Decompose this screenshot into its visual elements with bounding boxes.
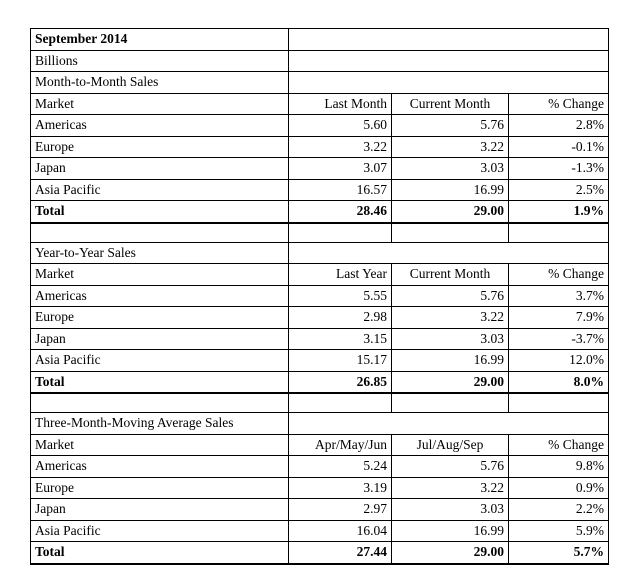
value-cell: 16.04: [289, 520, 392, 542]
change-cell: 9.8%: [509, 456, 609, 478]
unit-label: Billions: [31, 50, 289, 72]
column-header: Last Month: [289, 93, 392, 115]
table-row: [31, 115, 609, 137]
change-cell: 2.5%: [509, 179, 609, 201]
total-label: Total: [31, 542, 289, 564]
value-cell: 5.76: [392, 456, 509, 478]
value-cell: 3.07: [289, 158, 392, 180]
total-label: Total: [31, 371, 289, 393]
total-change: 5.7%: [509, 542, 609, 564]
column-header: % Change: [509, 434, 609, 456]
market-cell: Asia Pacific: [31, 179, 289, 201]
value-cell: 16.99: [392, 179, 509, 201]
column-header: % Change: [509, 93, 609, 115]
value-cell: 3.03: [392, 328, 509, 350]
total-value: 28.46: [289, 201, 392, 223]
market-cell: Europe: [31, 307, 289, 329]
column-header: Jul/Aug/Sep: [392, 434, 509, 456]
market-cell: Japan: [31, 328, 289, 350]
total-value: 29.00: [392, 542, 509, 564]
change-cell: 2.2%: [509, 499, 609, 521]
market-cell: Europe: [31, 477, 289, 499]
total-label: Total: [31, 201, 289, 223]
column-header: Last Year: [289, 264, 392, 286]
change-cell: 7.9%: [509, 307, 609, 329]
value-cell: 5.24: [289, 456, 392, 478]
table-row: [31, 499, 609, 521]
value-cell: 5.76: [392, 285, 509, 307]
column-header-row: [31, 93, 609, 115]
market-cell: Americas: [31, 285, 289, 307]
value-cell: 5.55: [289, 285, 392, 307]
column-header: Market: [31, 264, 289, 286]
value-cell: 3.19: [289, 477, 392, 499]
column-header: % Change: [509, 264, 609, 286]
value-cell: 16.99: [392, 520, 509, 542]
column-header: Current Month: [392, 264, 509, 286]
value-cell: 15.17: [289, 350, 392, 372]
table-row: [31, 179, 609, 201]
section-title-blank: [289, 242, 609, 264]
section-title-blank: [289, 413, 609, 435]
section-title-blank: [289, 72, 609, 94]
table-row: [31, 285, 609, 307]
column-header-row: [31, 434, 609, 456]
value-cell: 3.03: [392, 499, 509, 521]
value-cell: 5.76: [392, 115, 509, 137]
market-cell: Americas: [31, 456, 289, 478]
change-cell: 2.8%: [509, 115, 609, 137]
total-value: 29.00: [392, 201, 509, 223]
table-row: [31, 456, 609, 478]
value-cell: 3.03: [392, 158, 509, 180]
total-change: 1.9%: [509, 201, 609, 223]
column-header: Apr/May/Jun: [289, 434, 392, 456]
value-cell: 3.22: [392, 477, 509, 499]
total-row: [31, 201, 609, 223]
column-header: Market: [31, 93, 289, 115]
section-title: Year-to-Year Sales: [31, 242, 289, 264]
column-header: Current Month: [392, 93, 509, 115]
market-cell: Asia Pacific: [31, 520, 289, 542]
value-cell: 3.22: [392, 307, 509, 329]
market-cell: Japan: [31, 499, 289, 521]
market-cell: Americas: [31, 115, 289, 137]
change-cell: -3.7%: [509, 328, 609, 350]
market-cell: Europe: [31, 136, 289, 158]
total-change: 8.0%: [509, 371, 609, 393]
change-cell: 3.7%: [509, 285, 609, 307]
market-cell: Asia Pacific: [31, 350, 289, 372]
value-cell: 16.57: [289, 179, 392, 201]
table-row: [31, 477, 609, 499]
total-row: [31, 371, 609, 393]
value-cell: 3.22: [289, 136, 392, 158]
spacer-row: [31, 223, 609, 243]
sales-table: [30, 28, 609, 565]
total-value: 29.00: [392, 371, 509, 393]
value-cell: 3.22: [392, 136, 509, 158]
section-title: Three-Month-Moving Average Sales: [31, 413, 289, 435]
change-cell: -1.3%: [509, 158, 609, 180]
report-title: September 2014: [31, 29, 289, 51]
change-cell: 5.9%: [509, 520, 609, 542]
column-header: Market: [31, 434, 289, 456]
table-row: [31, 136, 609, 158]
total-row: [31, 542, 609, 564]
value-cell: 2.97: [289, 499, 392, 521]
table-row: [31, 158, 609, 180]
table-row: [31, 328, 609, 350]
spacer-row: [31, 393, 609, 413]
value-cell: 16.99: [392, 350, 509, 372]
header-blank: [289, 50, 609, 72]
change-cell: 0.9%: [509, 477, 609, 499]
header-blank: [289, 29, 609, 51]
change-cell: -0.1%: [509, 136, 609, 158]
table-row: [31, 520, 609, 542]
column-header-row: [31, 264, 609, 286]
value-cell: 3.15: [289, 328, 392, 350]
change-cell: 12.0%: [509, 350, 609, 372]
section-title: Month-to-Month Sales: [31, 72, 289, 94]
value-cell: 2.98: [289, 307, 392, 329]
table-row: [31, 350, 609, 372]
total-value: 27.44: [289, 542, 392, 564]
total-value: 26.85: [289, 371, 392, 393]
market-cell: Japan: [31, 158, 289, 180]
value-cell: 5.60: [289, 115, 392, 137]
table-row: [31, 307, 609, 329]
